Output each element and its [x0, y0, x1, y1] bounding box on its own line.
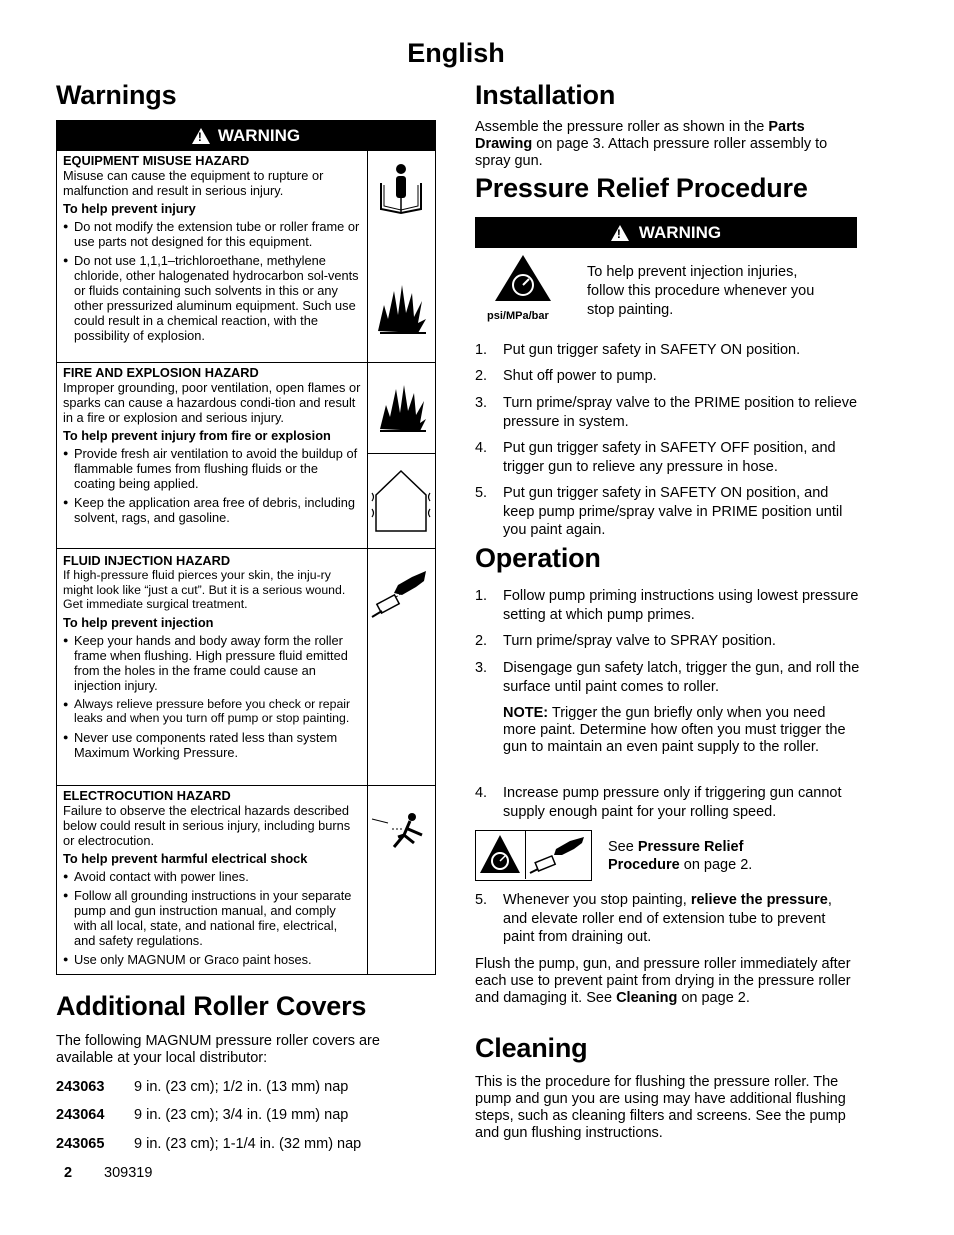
injection-hand-icon — [528, 831, 590, 879]
part-desc: 9 in. (23 cm); 1-1/4 in. (32 mm) nap — [134, 1136, 362, 1152]
covers-intro: The following MAGNUM pressure roller covers are available at your local distributor: — [56, 1033, 380, 1066]
hazard-title: FIRE AND EXPLOSION HAZARD — [63, 365, 259, 380]
note-text: Trigger the gun briefly only when you need more paint. Determine how often you must trigger the gun to maintain an even paint supply to the roller. — [503, 705, 846, 755]
warning-triangle-icon — [192, 128, 210, 144]
part-row — [56, 1136, 361, 1153]
hazard-bullet: ● Keep your hands and body away form the roller frame when flushing. High pressure fluid emitted from the holes in the frame could cause an injection injury. — [63, 633, 361, 693]
pressure-gauge-icon — [487, 253, 557, 322]
hazard-bullet: ● Avoid contact with power lines. — [63, 869, 361, 884]
hazard-text: If high-pressure fluid pierces your skin, the inju-ry might look like “just a cut”. But it is a serious wound. Get immediate surgical treatment. — [63, 568, 346, 611]
hazard-text: Improper grounding, poor ventilation, open flames or sparks can cause a hazardous condi-tion and result in a fire or explosion and serious injury. — [63, 380, 361, 425]
hazard-title: EQUIPMENT MISUSE HAZARD — [63, 153, 250, 168]
hazard-bullet: ● Do not modify the extension tube or roller frame or use parts not designed for this equipment. — [63, 219, 361, 249]
hazard-text: Misuse can cause the equipment to rupture or malfunction and result in serious injury. — [63, 168, 324, 198]
see-procedure: See Pressure Relief Procedure on page 2. — [608, 839, 753, 873]
part-number: 243063 — [56, 1079, 105, 1095]
additional-covers-heading: Additional Roller Covers — [56, 991, 367, 1021]
flush-text: Flush the pump, gun, and pressure roller immediately after each use to prevent paint from drying in the pressure roller and damaging it. See Cleaning on page 2. — [475, 956, 851, 1006]
language-heading: English — [407, 38, 505, 68]
part-number: 243065 — [56, 1136, 105, 1152]
hazard-title: ELECTROCUTION HAZARD — [63, 788, 231, 803]
warnings-heading: Warnings — [56, 80, 177, 110]
warning-table — [56, 120, 436, 975]
pr-step: 1 . Put gun trigger safety in SAFETY ON position. — [475, 342, 801, 358]
op-step: 3 . Disengage gun safety latch, trigger the gun, and roll the surface until paint comes to roller. — [475, 660, 860, 695]
part-row — [56, 1107, 348, 1124]
hazard-bullet: ● Follow all grounding instructions in your separate pump and gun instruction manual, and comply with all local, state, and national fire, electrical, and safety regulations. — [63, 888, 361, 948]
hazard-prevent: To help prevent injury from fire or explosion — [63, 428, 331, 443]
operation-heading: Operation — [475, 543, 601, 573]
read-manual-icon — [368, 161, 435, 221]
fire-explosion-icon — [368, 373, 435, 439]
electrocution-icon — [368, 809, 435, 889]
installation-text: Assemble the pressure roller as shown in the Parts Drawing on page 3. Attach pressure roller assembly to spray gun. — [475, 119, 828, 169]
pressure-note: To help prevent injection injuries, follow this procedure whenever you stop painting. — [587, 264, 815, 318]
pr-step: 4 . Put gun trigger safety in SAFETY OFF position, and trigger gun to relieve any pressure in hose. — [475, 440, 836, 475]
warning-bar-label: WARNING — [638, 222, 722, 242]
note-label: NOTE: — [503, 705, 549, 721]
warning-bar — [57, 121, 435, 151]
operation-note — [503, 705, 859, 756]
installation-heading: Installation — [475, 80, 616, 110]
page-number: 2 — [64, 1165, 73, 1181]
cleaning-heading: Cleaning — [475, 1033, 588, 1063]
part-desc: 9 in. (23 cm); 1/2 in. (13 mm) nap — [134, 1079, 349, 1095]
warning-triangle-icon — [611, 225, 629, 241]
hazard-bullet: ● Never use components rated less than system Maximum Working Pressure. — [63, 730, 361, 760]
house-ventilation-icon — [368, 461, 435, 541]
pr-step: 2 . Shut off power to pump. — [475, 368, 657, 384]
hazard-fire-explosion — [57, 363, 367, 529]
page-footer — [64, 1165, 152, 1182]
gauge-caption: psi/MPa/bar — [487, 310, 549, 322]
hazard-equipment-misuse — [57, 151, 367, 347]
hazard-bullet: ● Always relieve pressure before you check or repair leaks and when you turn off pump or stop painting. — [63, 697, 361, 726]
hazard-bullet: ● Provide fresh air ventilation to avoid the buildup of flammable fumes from flushing fluids or the coating being applied. — [63, 446, 361, 491]
hazard-electrocution — [57, 786, 367, 971]
op-step: 1 . Follow pump priming instructions using lowest pressure setting at which pump primes. — [475, 588, 859, 623]
hazard-bullet: ● Keep the application area free of debris, including solvent, rags, and gasoline. — [63, 495, 361, 525]
hazard-bullet: ● Do not use 1,1,1–trichloroethane, methylene chloride, other halogenated hydrocarbon sol-vents or fluids containing such solvents in this or any other pressurized aluminum equipment. Such use could result in a chemical reaction, with the possibility of explosion. — [63, 253, 361, 343]
hazard-icons-box — [475, 830, 592, 881]
op-step: 5 . Whenever you stop painting, relieve the pressure, and elevate roller end of extension tube to prevent paint from draining out. — [475, 892, 832, 945]
hazard-bullet: ● Use only MAGNUM or Graco paint hoses. — [63, 952, 361, 967]
part-row — [56, 1079, 348, 1096]
pressure-gauge-icon — [476, 831, 526, 879]
injection-hand-icon — [368, 565, 435, 631]
op-step: 4 . Increase pump pressure only if triggering gun cannot supply enough paint for your rolling speed. — [475, 785, 842, 820]
hazard-text: Failure to observe the electrical hazards described below could result in serious injury, including burns or electrocution. — [63, 803, 351, 848]
part-number: 243064 — [56, 1107, 105, 1123]
pr-step: 5 . Put gun trigger safety in SAFETY ON position, and keep pump prime/spray valve in PRIME position until you paint again. — [475, 485, 843, 538]
part-desc: 9 in. (23 cm); 3/4 in. (19 mm) nap — [134, 1107, 349, 1123]
explosion-icon — [368, 271, 435, 341]
doc-number: 309319 — [104, 1165, 153, 1181]
warning-bar-label: WARNING — [217, 126, 301, 145]
hazard-prevent: To help prevent injection — [63, 614, 214, 630]
hazard-prevent: To help prevent harmful electrical shock — [63, 851, 308, 866]
op-step: 2 . Turn prime/spray valve to SPRAY position. — [475, 633, 776, 649]
pr-step: 3 . Turn prime/spray valve to the PRIME position to relieve pressure in system. — [475, 395, 858, 430]
hazard-prevent: To help prevent injury — [63, 201, 196, 216]
pressure-relief-heading: Pressure Relief Procedure — [475, 173, 808, 203]
pressure-warning-bar — [475, 217, 857, 248]
hazard-title: FLUID INJECTION HAZARD — [63, 553, 231, 568]
cleaning-text: This is the procedure for flushing the pressure roller. The pump and gun you are using may have additional flushing steps, such as cleaning filters and screens. See the pump and gun flushing instructions. — [475, 1074, 846, 1141]
hazard-fluid-injection — [57, 551, 367, 764]
